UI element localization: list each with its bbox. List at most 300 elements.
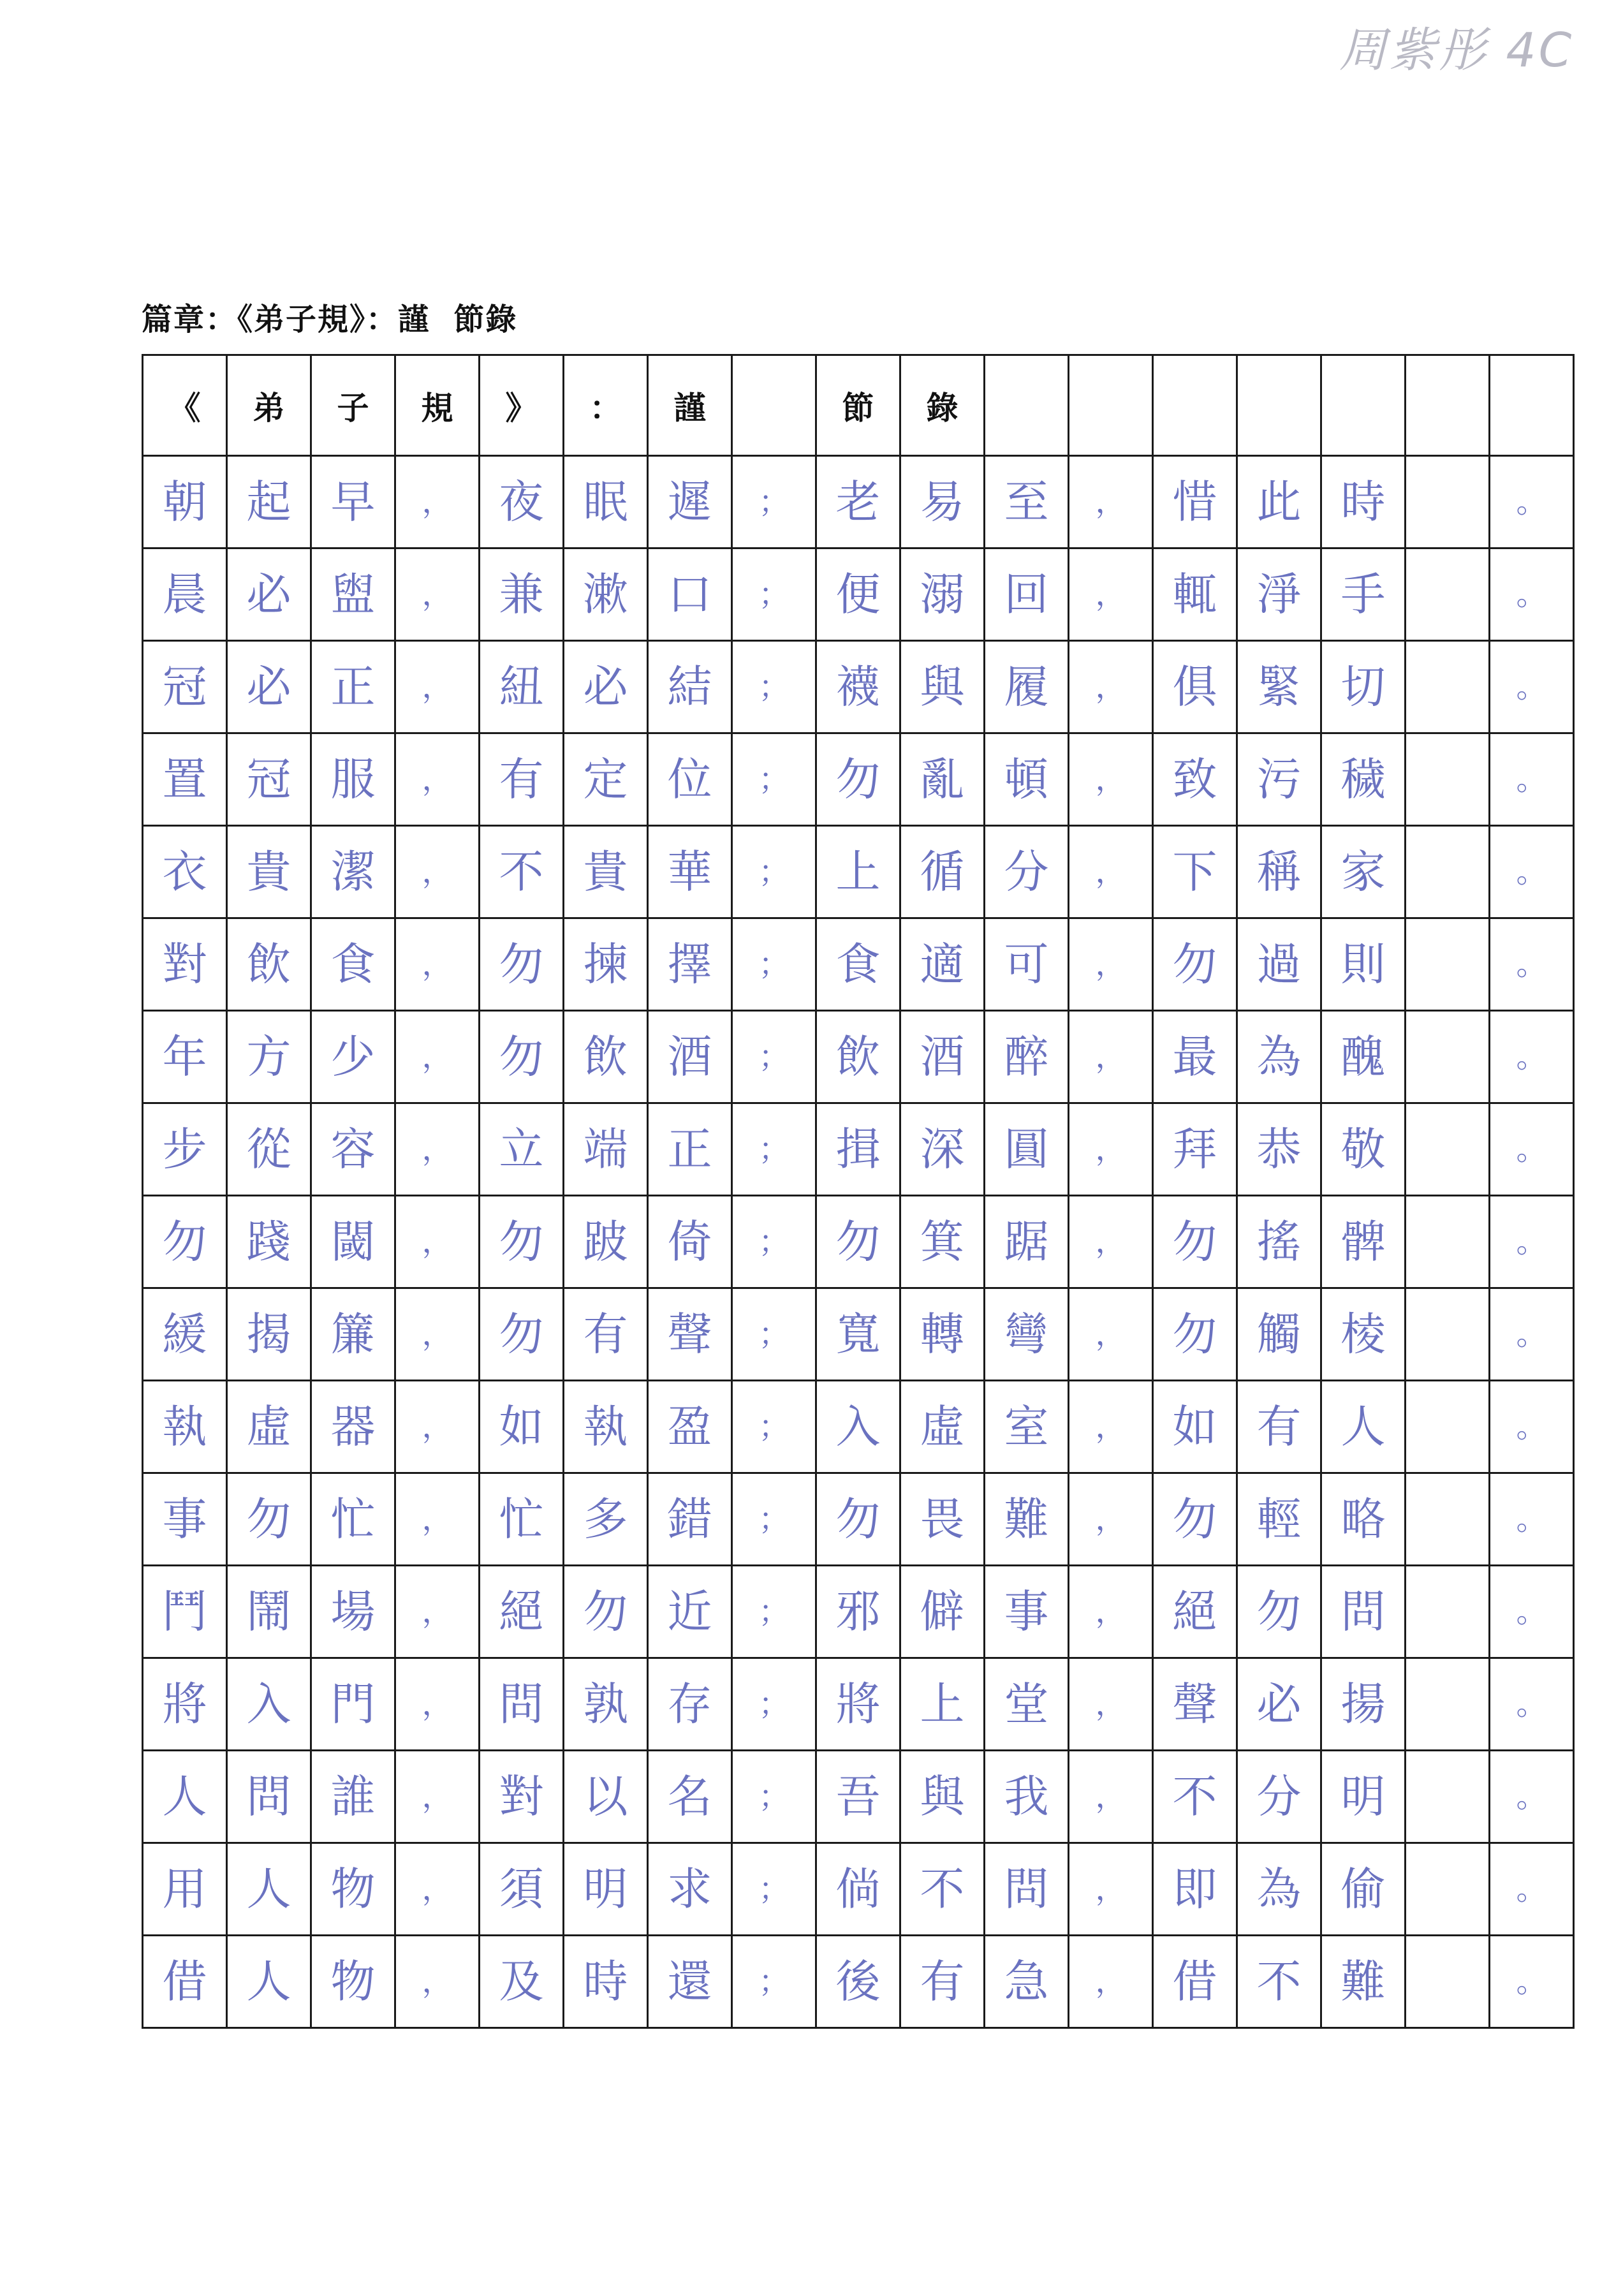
character-cell: 誰 — [311, 1751, 395, 1843]
character-cell: 不 — [1237, 1936, 1321, 2028]
character-cell: 搖 — [1237, 1196, 1321, 1288]
punctuation-cell: ， — [1069, 548, 1153, 641]
character-cell: 眠 — [564, 456, 648, 548]
character-cell: 漱 — [564, 548, 648, 641]
character-cell: 晨 — [143, 548, 227, 641]
header-cell: 弟 — [227, 355, 311, 456]
character-cell: 必 — [227, 548, 311, 641]
header-cell — [1321, 355, 1406, 456]
character-cell: 髀 — [1321, 1196, 1406, 1288]
punctuation-cell: ； — [732, 1843, 816, 1936]
punctuation-cell: ， — [395, 1658, 480, 1751]
punctuation-cell: ， — [395, 1566, 480, 1658]
character-cell: 醉 — [985, 1011, 1069, 1103]
character-cell — [1406, 1381, 1490, 1473]
character-cell: 有 — [564, 1288, 648, 1381]
character-cell: 口 — [648, 548, 732, 641]
character-cell: 忙 — [311, 1473, 395, 1566]
character-cell: 遲 — [648, 456, 732, 548]
character-cell: 如 — [480, 1381, 564, 1473]
character-cell: 緩 — [143, 1288, 227, 1381]
character-cell: 將 — [816, 1658, 900, 1751]
punctuation-cell: ； — [732, 1288, 816, 1381]
character-cell: 人 — [227, 1843, 311, 1936]
character-cell: 跛 — [564, 1196, 648, 1288]
character-cell — [1406, 826, 1490, 918]
punctuation-cell: ； — [732, 733, 816, 826]
grid-row — [143, 918, 1574, 1011]
punctuation-cell: ； — [732, 918, 816, 1011]
grid-row — [143, 1658, 1574, 1751]
punctuation-cell: 。 — [1490, 918, 1574, 1011]
character-cell: 便 — [816, 548, 900, 641]
character-cell: 堂 — [985, 1658, 1069, 1751]
character-cell: 方 — [227, 1011, 311, 1103]
character-cell: 早 — [311, 456, 395, 548]
punctuation-cell: ， — [1069, 1288, 1153, 1381]
character-cell: 食 — [311, 918, 395, 1011]
character-cell: 衣 — [143, 826, 227, 918]
character-cell: 揚 — [1321, 1658, 1406, 1751]
character-cell: 執 — [564, 1381, 648, 1473]
character-cell: 勿 — [1153, 1473, 1237, 1566]
character-cell: 勿 — [480, 1011, 564, 1103]
character-cell: 上 — [816, 826, 900, 918]
punctuation-cell: ， — [395, 733, 480, 826]
character-cell: 明 — [1321, 1751, 1406, 1843]
grid-row — [143, 1381, 1574, 1473]
punctuation-cell: ， — [395, 826, 480, 918]
character-cell — [1406, 1751, 1490, 1843]
character-cell: 勿 — [480, 918, 564, 1011]
character-cell: 近 — [648, 1566, 732, 1658]
character-cell: 容 — [311, 1103, 395, 1196]
punctuation-cell: ， — [1069, 918, 1153, 1011]
character-cell: 酒 — [648, 1011, 732, 1103]
page-title: 篇章：《弟子規》：謹 節錄 — [142, 302, 518, 337]
character-cell: 結 — [648, 641, 732, 733]
punctuation-cell: 。 — [1490, 641, 1574, 733]
character-cell: 飲 — [816, 1011, 900, 1103]
character-cell: 勿 — [816, 1473, 900, 1566]
character-cell: 圓 — [985, 1103, 1069, 1196]
character-cell: 名 — [648, 1751, 732, 1843]
character-cell: 鬧 — [227, 1566, 311, 1658]
punctuation-cell: ； — [732, 1196, 816, 1288]
character-cell: 老 — [816, 456, 900, 548]
punctuation-cell: ， — [395, 1103, 480, 1196]
character-cell — [1406, 733, 1490, 826]
character-cell: 不 — [900, 1843, 985, 1936]
character-cell: 必 — [1237, 1658, 1321, 1751]
punctuation-cell: 。 — [1490, 826, 1574, 918]
character-cell: 問 — [985, 1843, 1069, 1936]
character-cell: 緊 — [1237, 641, 1321, 733]
character-cell: 分 — [1237, 1751, 1321, 1843]
punctuation-cell: 。 — [1490, 1011, 1574, 1103]
character-cell: 難 — [985, 1473, 1069, 1566]
character-cell: 步 — [143, 1103, 227, 1196]
grid-row — [143, 1566, 1574, 1658]
character-cell: 立 — [480, 1103, 564, 1196]
character-cell: 可 — [985, 918, 1069, 1011]
character-cell: 孰 — [564, 1658, 648, 1751]
punctuation-cell: 。 — [1490, 1843, 1574, 1936]
character-cell: 後 — [816, 1936, 900, 2028]
character-cell: 場 — [311, 1566, 395, 1658]
character-cell: 人 — [143, 1751, 227, 1843]
character-cell: 略 — [1321, 1473, 1406, 1566]
character-cell: 揀 — [564, 918, 648, 1011]
character-cell: 轉 — [900, 1288, 985, 1381]
character-cell: 適 — [900, 918, 985, 1011]
grid-row — [143, 548, 1574, 641]
character-cell — [1406, 1843, 1490, 1936]
header-cell: 規 — [395, 355, 480, 456]
character-cell: 問 — [1321, 1566, 1406, 1658]
character-cell: 必 — [564, 641, 648, 733]
character-cell: 與 — [900, 1751, 985, 1843]
punctuation-cell: ， — [1069, 1381, 1153, 1473]
character-cell: 下 — [1153, 826, 1237, 918]
punctuation-cell: 。 — [1490, 1196, 1574, 1288]
character-cell: 勿 — [480, 1196, 564, 1288]
character-cell: 拜 — [1153, 1103, 1237, 1196]
character-cell: 急 — [985, 1936, 1069, 2028]
character-cell: 以 — [564, 1751, 648, 1843]
character-cell: 俱 — [1153, 641, 1237, 733]
character-cell: 時 — [564, 1936, 648, 2028]
punctuation-cell: 。 — [1490, 1751, 1574, 1843]
punctuation-cell: ， — [1069, 1196, 1153, 1288]
character-cell: 物 — [311, 1936, 395, 2028]
punctuation-cell: ， — [395, 1751, 480, 1843]
grid-row — [143, 1196, 1574, 1288]
character-cell: 回 — [985, 548, 1069, 641]
character-cell: 服 — [311, 733, 395, 826]
punctuation-cell: 。 — [1490, 456, 1574, 548]
character-cell: 貴 — [564, 826, 648, 918]
character-cell: 人 — [1321, 1381, 1406, 1473]
character-cell: 勿 — [227, 1473, 311, 1566]
character-cell: 勿 — [816, 733, 900, 826]
punctuation-cell: ， — [1069, 1936, 1153, 2028]
grid-row — [143, 456, 1574, 548]
character-cell: 上 — [900, 1658, 985, 1751]
character-cell: 位 — [648, 733, 732, 826]
character-cell: 將 — [143, 1658, 227, 1751]
header-cell: 子 — [311, 355, 395, 456]
character-cell: 深 — [900, 1103, 985, 1196]
character-cell: 用 — [143, 1843, 227, 1936]
punctuation-cell: ， — [1069, 1658, 1153, 1751]
character-cell: 及 — [480, 1936, 564, 2028]
grid-row — [143, 826, 1574, 918]
character-cell — [1406, 1288, 1490, 1381]
character-cell: 聲 — [648, 1288, 732, 1381]
character-cell: 揭 — [227, 1288, 311, 1381]
character-cell: 事 — [985, 1566, 1069, 1658]
character-cell: 邪 — [816, 1566, 900, 1658]
character-cell: 盈 — [648, 1381, 732, 1473]
character-cell: 輒 — [1153, 548, 1237, 641]
character-cell: 執 — [143, 1381, 227, 1473]
character-cell: 家 — [1321, 826, 1406, 918]
header-cell: 《 — [143, 355, 227, 456]
character-cell: 人 — [227, 1936, 311, 2028]
character-cell: 從 — [227, 1103, 311, 1196]
character-cell: 貴 — [227, 826, 311, 918]
header-cell: 節 — [816, 355, 900, 456]
character-cell: 不 — [480, 826, 564, 918]
punctuation-cell: 。 — [1490, 1936, 1574, 2028]
character-cell: 室 — [985, 1381, 1069, 1473]
character-cell: 吾 — [816, 1751, 900, 1843]
character-cell: 入 — [227, 1658, 311, 1751]
character-cell: 寬 — [816, 1288, 900, 1381]
character-cell: 虛 — [900, 1381, 985, 1473]
header-cell: 》 — [480, 355, 564, 456]
character-cell: 畏 — [900, 1473, 985, 1566]
character-cell: 稱 — [1237, 826, 1321, 918]
punctuation-cell: ， — [1069, 1751, 1153, 1843]
character-cell: 絕 — [480, 1566, 564, 1658]
header-row — [143, 355, 1574, 456]
character-cell: 事 — [143, 1473, 227, 1566]
character-cell: 勿 — [1153, 1196, 1237, 1288]
header-cell — [1153, 355, 1237, 456]
punctuation-cell: ， — [395, 1381, 480, 1473]
character-cell — [1406, 548, 1490, 641]
punctuation-cell: 。 — [1490, 1566, 1574, 1658]
punctuation-cell: ， — [1069, 733, 1153, 826]
character-cell: 我 — [985, 1751, 1069, 1843]
grid-row — [143, 733, 1574, 826]
character-cell: 冠 — [143, 641, 227, 733]
punctuation-cell: ； — [732, 1751, 816, 1843]
grid-row — [143, 1011, 1574, 1103]
character-cell — [1406, 1196, 1490, 1288]
character-cell: 起 — [227, 456, 311, 548]
character-cell: 勿 — [1237, 1566, 1321, 1658]
punctuation-cell: 。 — [1490, 548, 1574, 641]
character-cell — [1406, 1658, 1490, 1751]
punctuation-cell: ， — [395, 1473, 480, 1566]
punctuation-cell: ； — [732, 1103, 816, 1196]
character-cell: 飲 — [227, 918, 311, 1011]
character-cell — [1406, 1566, 1490, 1658]
character-cell: 盥 — [311, 548, 395, 641]
punctuation-cell: 。 — [1490, 1103, 1574, 1196]
character-cell: 如 — [1153, 1381, 1237, 1473]
character-cell: 兼 — [480, 548, 564, 641]
punctuation-cell: ； — [732, 1566, 816, 1658]
character-cell: 污 — [1237, 733, 1321, 826]
character-cell: 紐 — [480, 641, 564, 733]
punctuation-cell: ， — [395, 918, 480, 1011]
character-cell: 循 — [900, 826, 985, 918]
character-cell: 偷 — [1321, 1843, 1406, 1936]
character-cell: 年 — [143, 1011, 227, 1103]
character-cell: 有 — [480, 733, 564, 826]
character-cell: 簾 — [311, 1288, 395, 1381]
character-cell: 揖 — [816, 1103, 900, 1196]
punctuation-cell: ， — [1069, 1011, 1153, 1103]
character-cell: 朝 — [143, 456, 227, 548]
character-cell: 與 — [900, 641, 985, 733]
punctuation-cell: ； — [732, 456, 816, 548]
header-cell — [985, 355, 1069, 456]
character-cell: 惜 — [1153, 456, 1237, 548]
character-cell: 借 — [143, 1936, 227, 2028]
character-cell: 觸 — [1237, 1288, 1321, 1381]
character-cell: 入 — [816, 1381, 900, 1473]
character-cell: 勿 — [143, 1196, 227, 1288]
character-cell: 切 — [1321, 641, 1406, 733]
character-cell: 還 — [648, 1936, 732, 2028]
character-cell: 定 — [564, 733, 648, 826]
character-cell — [1406, 1103, 1490, 1196]
header-cell — [732, 355, 816, 456]
punctuation-cell: ， — [1069, 1566, 1153, 1658]
character-cell: 敬 — [1321, 1103, 1406, 1196]
character-cell: 物 — [311, 1843, 395, 1936]
header-cell: 錄 — [900, 355, 985, 456]
punctuation-cell: ， — [395, 1843, 480, 1936]
character-cell: 少 — [311, 1011, 395, 1103]
character-cell: 恭 — [1237, 1103, 1321, 1196]
character-cell: 為 — [1237, 1843, 1321, 1936]
writing-grid — [142, 354, 1575, 2029]
character-cell: 亂 — [900, 733, 985, 826]
punctuation-cell: ， — [395, 1011, 480, 1103]
character-cell: 正 — [311, 641, 395, 733]
character-cell: 問 — [480, 1658, 564, 1751]
punctuation-cell: ， — [395, 1196, 480, 1288]
character-cell: 此 — [1237, 456, 1321, 548]
punctuation-cell: ， — [1069, 456, 1153, 548]
character-cell: 襪 — [816, 641, 900, 733]
grid-row — [143, 1936, 1574, 2028]
grid-row — [143, 1288, 1574, 1381]
grid-row — [143, 1103, 1574, 1196]
character-cell: 勿 — [816, 1196, 900, 1288]
character-cell: 潔 — [311, 826, 395, 918]
header-cell — [1406, 355, 1490, 456]
character-cell: 對 — [480, 1751, 564, 1843]
character-cell: 存 — [648, 1658, 732, 1751]
character-cell: 履 — [985, 641, 1069, 733]
character-cell — [1406, 641, 1490, 733]
character-cell: 不 — [1153, 1751, 1237, 1843]
punctuation-cell: ； — [732, 826, 816, 918]
punctuation-cell: ， — [395, 1288, 480, 1381]
punctuation-cell: ； — [732, 1936, 816, 2028]
character-cell: 須 — [480, 1843, 564, 1936]
character-cell: 擇 — [648, 918, 732, 1011]
character-cell: 則 — [1321, 918, 1406, 1011]
header-cell: ： — [564, 355, 648, 456]
character-cell: 勿 — [1153, 1288, 1237, 1381]
character-cell: 求 — [648, 1843, 732, 1936]
grid-row — [143, 1473, 1574, 1566]
punctuation-cell: ， — [395, 1936, 480, 2028]
punctuation-cell: ， — [1069, 826, 1153, 918]
character-cell: 淨 — [1237, 548, 1321, 641]
character-cell — [1406, 1936, 1490, 2028]
character-cell: 輕 — [1237, 1473, 1321, 1566]
character-cell: 對 — [143, 918, 227, 1011]
character-cell: 溺 — [900, 548, 985, 641]
punctuation-cell: ； — [732, 1473, 816, 1566]
character-cell: 過 — [1237, 918, 1321, 1011]
character-cell — [1406, 456, 1490, 548]
character-cell: 彎 — [985, 1288, 1069, 1381]
character-cell: 倘 — [816, 1843, 900, 1936]
punctuation-cell: 。 — [1490, 1658, 1574, 1751]
punctuation-cell: 。 — [1490, 1381, 1574, 1473]
character-cell — [1406, 1473, 1490, 1566]
character-cell: 即 — [1153, 1843, 1237, 1936]
character-cell: 聲 — [1153, 1658, 1237, 1751]
character-cell: 最 — [1153, 1011, 1237, 1103]
character-cell: 明 — [564, 1843, 648, 1936]
character-cell: 冠 — [227, 733, 311, 826]
punctuation-cell: 。 — [1490, 733, 1574, 826]
punctuation-cell: ， — [395, 641, 480, 733]
grid-row — [143, 1843, 1574, 1936]
grid-row — [143, 1751, 1574, 1843]
character-cell: 夜 — [480, 456, 564, 548]
character-cell: 手 — [1321, 548, 1406, 641]
character-cell: 飲 — [564, 1011, 648, 1103]
punctuation-cell: ； — [732, 548, 816, 641]
punctuation-cell: ； — [732, 1011, 816, 1103]
punctuation-cell: ， — [1069, 641, 1153, 733]
punctuation-cell: ； — [732, 641, 816, 733]
character-cell: 器 — [311, 1381, 395, 1473]
punctuation-cell: ； — [732, 1381, 816, 1473]
character-cell — [1406, 1011, 1490, 1103]
character-cell: 酒 — [900, 1011, 985, 1103]
header-cell — [1069, 355, 1153, 456]
character-cell: 鬥 — [143, 1566, 227, 1658]
character-cell: 穢 — [1321, 733, 1406, 826]
character-cell: 勿 — [480, 1288, 564, 1381]
character-cell: 多 — [564, 1473, 648, 1566]
punctuation-cell: ， — [395, 548, 480, 641]
character-cell: 絕 — [1153, 1566, 1237, 1658]
punctuation-cell: 。 — [1490, 1288, 1574, 1381]
character-cell: 門 — [311, 1658, 395, 1751]
character-cell: 華 — [648, 826, 732, 918]
punctuation-cell: ； — [732, 1658, 816, 1751]
author-signature: 周紫彤 4C — [1339, 23, 1575, 78]
character-cell: 勿 — [1153, 918, 1237, 1011]
character-cell: 勿 — [564, 1566, 648, 1658]
character-cell: 頓 — [985, 733, 1069, 826]
header-cell: 謹 — [648, 355, 732, 456]
character-cell: 倚 — [648, 1196, 732, 1288]
punctuation-cell: 。 — [1490, 1473, 1574, 1566]
character-cell: 閾 — [311, 1196, 395, 1288]
character-cell: 難 — [1321, 1936, 1406, 2028]
character-cell: 為 — [1237, 1011, 1321, 1103]
header-cell — [1490, 355, 1574, 456]
character-cell: 易 — [900, 456, 985, 548]
character-cell: 端 — [564, 1103, 648, 1196]
character-cell: 分 — [985, 826, 1069, 918]
